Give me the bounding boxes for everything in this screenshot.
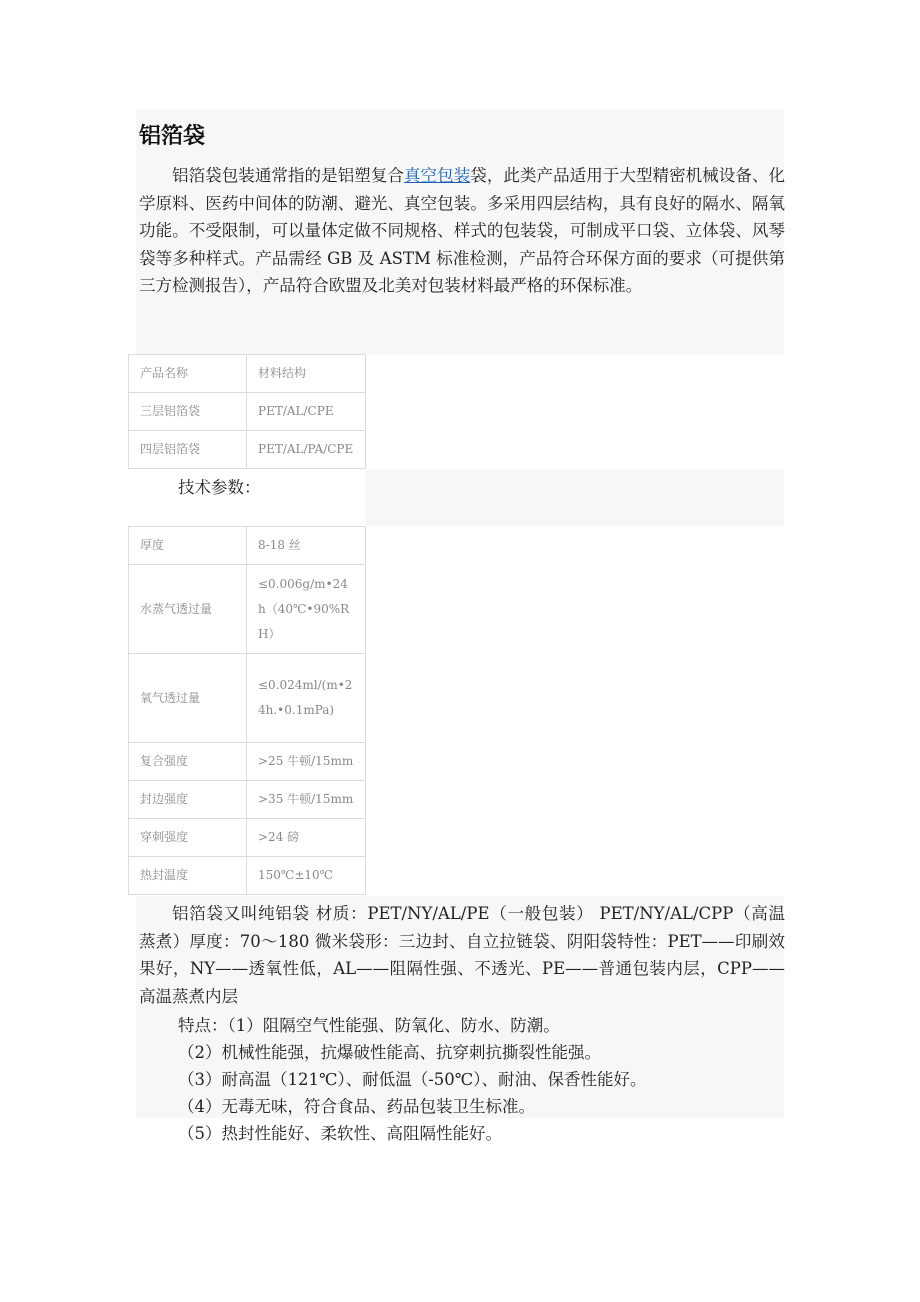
table-cell: 热封温度 (129, 857, 247, 895)
table-cell: 穿刺强度 (129, 819, 247, 857)
description-paragraph: 铝箔袋又叫纯铝袋 材质：PET/NY/AL/PE（一般包装） PET/NY/AL/CPP（高温蒸煮）厚度：70～180 微米袋形：三边封、自立拉链袋、阴阳袋特性：PET——印刷效果好，NY——透氧性低，AL——阻隔性强、不透光、PE——普通包装内层，CPP——高温蒸煮内层 (139, 904, 785, 1006)
table-cell: >24 磅 (247, 819, 366, 857)
table-cell: 150℃±10℃ (247, 857, 366, 895)
table-cell: 三层铝箔袋 (129, 393, 247, 431)
table-cell: 厚度 (129, 527, 247, 565)
table-cell: ≤0.006g/m•24h（40℃•90%RH） (247, 565, 366, 654)
table-row (129, 393, 366, 431)
feature-item: （2）机械性能强，抗爆破性能高、抗穿刺抗撕裂性能强。 (178, 1043, 601, 1062)
table-cell: >35 牛顿/15mm (247, 781, 366, 819)
table-header-cell: 材料结构 (247, 355, 366, 393)
params-table (128, 526, 366, 895)
vacuum-packaging-link[interactable]: 真空包装 (403, 166, 471, 185)
table-row (129, 743, 366, 781)
table-row (129, 527, 366, 565)
intro-text-before-link: 铝箔袋包装通常指的是铝塑复合 (172, 166, 404, 185)
table-row (129, 565, 366, 654)
feature-item: （5）热封性能好、柔软性、高阻隔性能好。 (178, 1124, 502, 1143)
table-cell: PET/AL/PA/CPE (247, 431, 366, 469)
table-cell: 8-18 丝 (247, 527, 366, 565)
table-cell: 封边强度 (129, 781, 247, 819)
shaded-block-params (366, 470, 784, 526)
table-row (129, 819, 366, 857)
intro-text-after-link: 袋，此类产品适用于大型精密机械设备、化学原料、医药中间体的防潮、避光、真空包装。多采用四层结构，具有良好的隔水、隔氧功能。不受限制，可以量体定做不同规格、样式的包装袋，可制成平口袋、立体袋、风琴袋等多种样式。产品需经 GB 及 ASTM 标准检测，产品符合环保方面的要求（可提供第三方检测报告），产品符合欧盟及北美对包装材料最严格的环保标准。 (139, 166, 786, 295)
table-cell: 复合强度 (129, 743, 247, 781)
table-row (129, 431, 366, 469)
table-cell: 四层铝箔袋 (129, 431, 247, 469)
table-cell: >25 牛顿/15mm (247, 743, 366, 781)
table-row (129, 857, 366, 895)
table-cell: 氧气透过量 (129, 654, 247, 743)
table-row (129, 781, 366, 819)
materials-table (128, 354, 366, 469)
feature-item: （4）无毒无味，符合食品、药品包装卫生标准。 (178, 1097, 535, 1116)
table-cell: 水蒸气透过量 (129, 565, 247, 654)
feature-item: （3）耐高温（121℃）、耐低温（-50℃）、耐油、保香性能好。 (178, 1070, 647, 1089)
intro-paragraph (139, 162, 785, 300)
params-heading: 技术参数： (178, 478, 261, 497)
table-cell: ≤0.024ml/(m•24h.•0.1mPa) (247, 654, 366, 743)
table-header-row (129, 355, 366, 393)
table-cell: PET/AL/CPE (247, 393, 366, 431)
page-title: 铝箔袋 (139, 124, 206, 149)
table-row (129, 654, 366, 743)
features-intro: 特点：（1）阻隔空气性能强、防氧化、防水、防潮。 (178, 1016, 560, 1035)
table-header-cell: 产品名称 (129, 355, 247, 393)
